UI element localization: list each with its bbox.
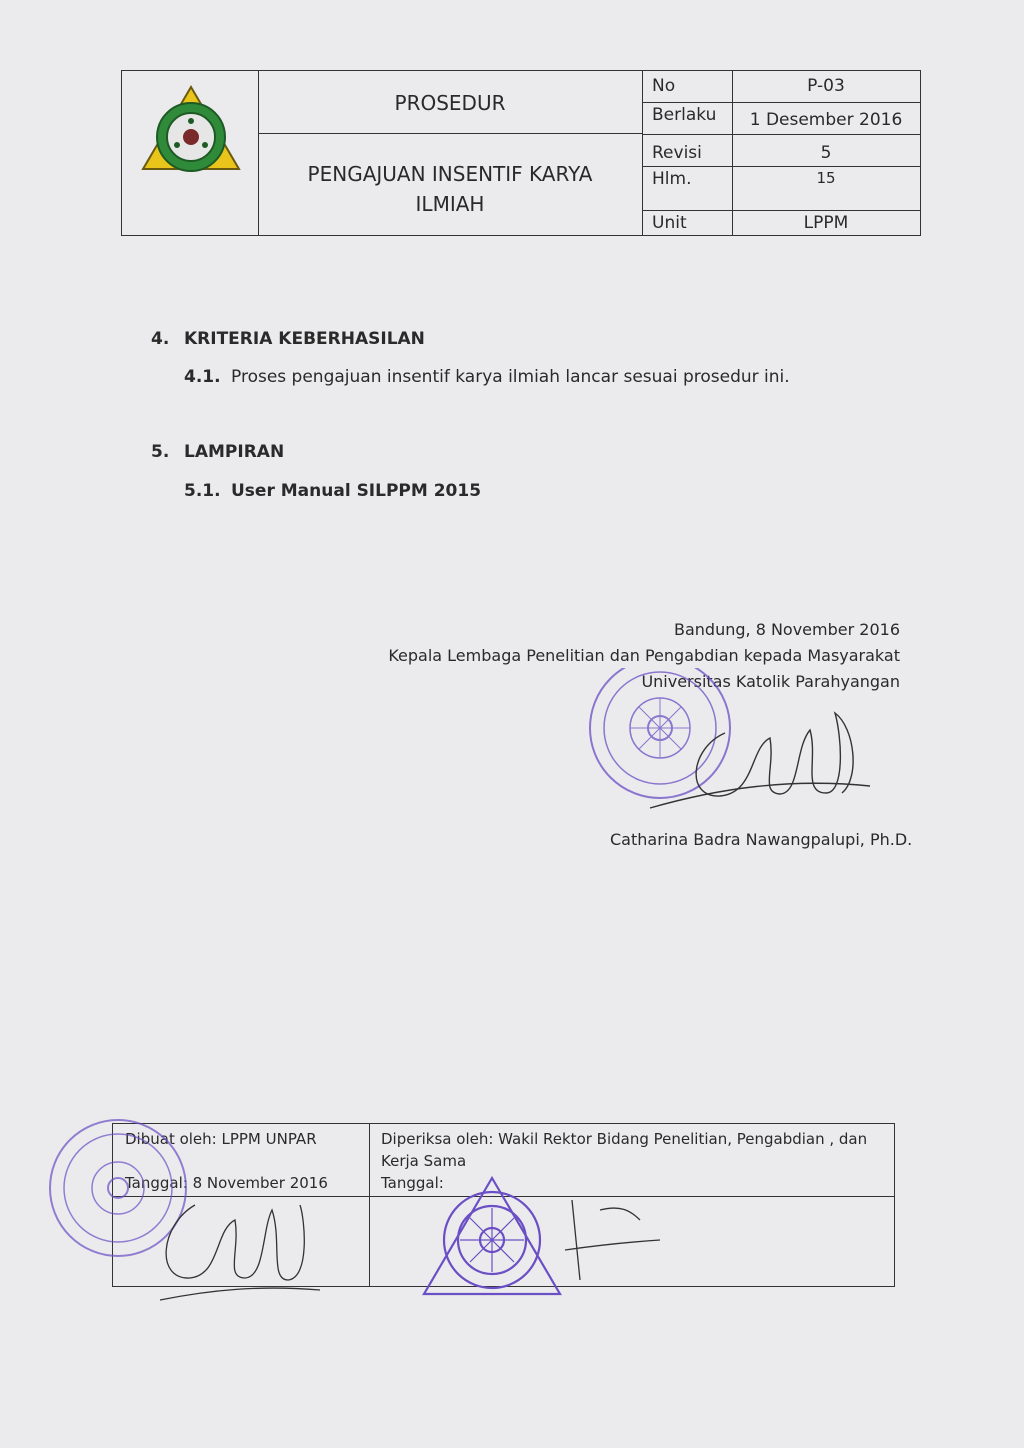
meta-row-no: No P-03 — [642, 71, 920, 103]
procedure-subtitle: PENGAJUAN INSENTIF KARYA ILMIAH — [307, 162, 593, 216]
university-logo-cell — [122, 71, 259, 235]
signature-position: Kepala Lembaga Penelitian dan Pengabdian kepada Masyarakat — [388, 646, 900, 665]
meta-row-hlm: Hlm. 15 — [642, 167, 920, 211]
footer-checked-by-cell — [369, 1124, 894, 1286]
checked-by-text: Diperiksa oleh: Wakil Rektor Bidang Penelitian, Pengabdian , dan Kerja Sama — [381, 1130, 868, 1170]
footer-divider — [113, 1196, 894, 1197]
section-heading-4: 4. KRITERIA KEBERHASILAN — [151, 329, 425, 349]
signature-institution: Universitas Katolik Parahyangan — [641, 672, 900, 691]
made-by-text: Dibuat oleh: LPPM UNPAR — [125, 1130, 317, 1148]
footer-table — [112, 1123, 895, 1287]
checked-date-text: Tanggal: — [381, 1174, 444, 1192]
section-item-5-1: 5.1. User Manual SILPPM 2015 — [184, 481, 482, 501]
official-stamp-and-signature-icon — [580, 668, 880, 828]
section-heading-5: 5. LAMPIRAN — [151, 442, 285, 462]
procedure-title: PROSEDUR — [394, 91, 506, 115]
header-meta-cell — [642, 71, 920, 235]
header-title-cell — [258, 71, 643, 235]
section-item-4-1: 4.1. Proses pengajuan insentif karya ilmiah lancar sesuai prosedur ini. — [184, 367, 790, 387]
meta-row-unit: Unit LPPM — [652, 213, 849, 233]
footer-made-by-cell — [113, 1124, 370, 1286]
header-table — [121, 70, 921, 236]
made-date-text: Tanggal: 8 November 2016 — [125, 1174, 328, 1192]
title-divider — [258, 133, 642, 134]
university-logo-icon — [139, 79, 243, 183]
signatory-name: Catharina Badra Nawangpalupi, Ph.D. — [610, 830, 913, 849]
signature-place-date: Bandung, 8 November 2016 — [674, 620, 900, 639]
meta-row-berlaku: Berlaku 1 Desember 2016 — [642, 103, 920, 135]
meta-row-revisi: Revisi 5 — [642, 135, 920, 167]
